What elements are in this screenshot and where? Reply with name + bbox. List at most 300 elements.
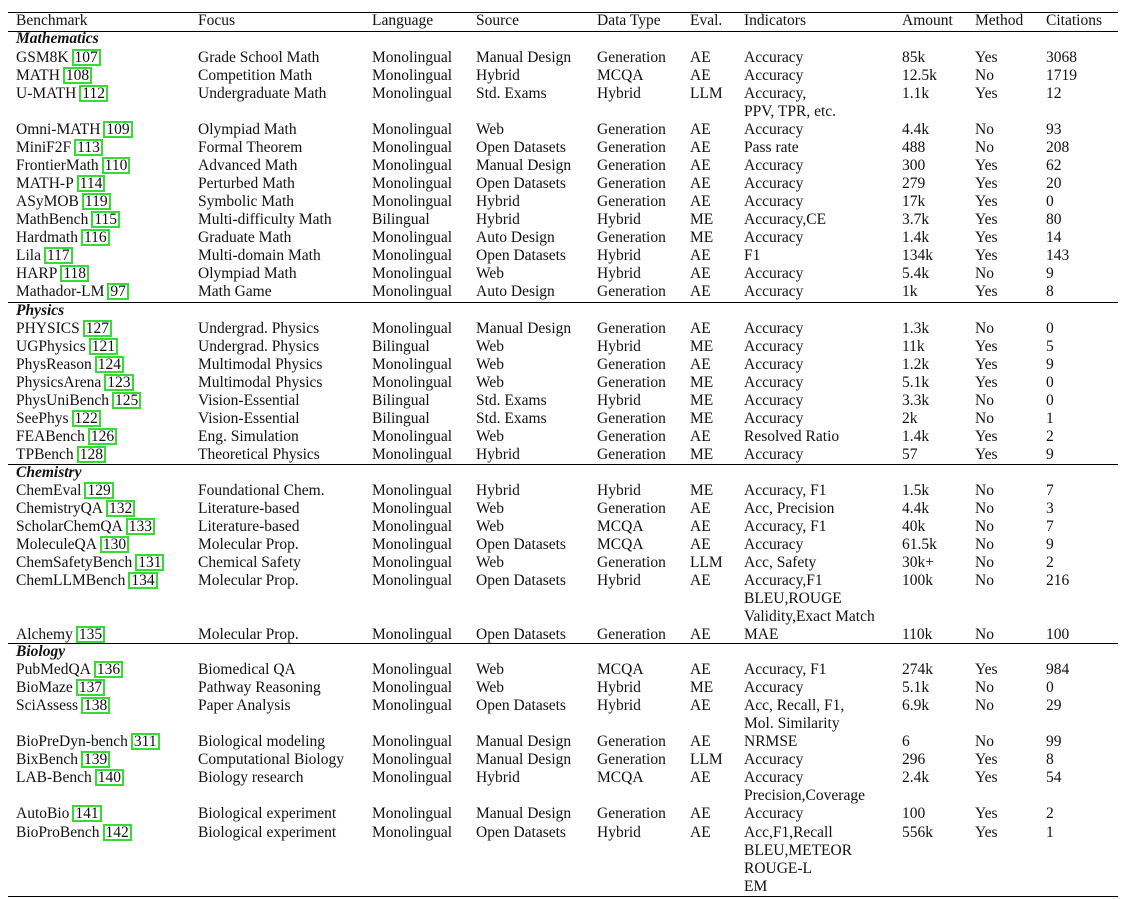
data-type-cell: Generation bbox=[597, 48, 666, 66]
data-type-cell: Generation bbox=[597, 446, 666, 464]
source-cell: Manual Design bbox=[476, 733, 572, 751]
focus-cell: Literature-based bbox=[198, 518, 300, 536]
focus-cell: Paper Analysis bbox=[198, 697, 291, 715]
source-cell: Web bbox=[476, 428, 505, 446]
citations-cell: 3 bbox=[1046, 500, 1054, 518]
data-type-cell: Hybrid bbox=[597, 265, 641, 283]
data-type-cell: Generation bbox=[597, 751, 666, 769]
focus-cell: Chemical Safety bbox=[198, 554, 301, 572]
source-cell: Std. Exams bbox=[476, 84, 547, 102]
focus-cell: Molecular Prop. bbox=[198, 536, 299, 554]
method-cell: No bbox=[975, 554, 994, 572]
benchmark-cell bbox=[16, 85, 108, 103]
method-cell: No bbox=[975, 536, 994, 554]
citations-cell: 143 bbox=[1046, 247, 1070, 265]
citations-cell: 54 bbox=[1046, 769, 1062, 787]
eval-cell: AE bbox=[690, 120, 711, 138]
focus-cell: Multi-domain Math bbox=[198, 247, 321, 265]
source-cell: Open Datasets bbox=[476, 626, 566, 644]
benchmark-name: Mathador-LM bbox=[16, 283, 105, 301]
benchmark-name: LAB-Bench bbox=[16, 769, 92, 787]
benchmark-cell bbox=[16, 751, 110, 769]
benchmark-name: ASyMOB bbox=[16, 192, 79, 210]
indicators-cell: Accuracy bbox=[744, 446, 804, 464]
benchmark-name: MATH bbox=[16, 66, 60, 84]
citations-cell: 93 bbox=[1046, 120, 1062, 138]
citation-ref-box: 124 bbox=[95, 356, 124, 373]
amount-cell: 85k bbox=[902, 48, 926, 66]
benchmark-cell bbox=[16, 769, 124, 787]
section-title-chemistry: Chemistry bbox=[16, 463, 82, 481]
section-title-biology: Biology bbox=[16, 642, 66, 660]
data-type-cell: Generation bbox=[597, 138, 666, 156]
indicators-cell: Acc, Recall, F1, bbox=[744, 697, 845, 715]
table-row bbox=[8, 751, 1118, 769]
data-type-cell: MCQA bbox=[597, 66, 644, 84]
citations-cell: 8 bbox=[1046, 751, 1054, 769]
amount-cell: 1.3k bbox=[902, 320, 930, 338]
data-type-cell: Hybrid bbox=[597, 211, 641, 228]
indicators-cell: Accuracy bbox=[744, 536, 804, 554]
amount-cell: 1.4k bbox=[902, 229, 930, 247]
language-cell: Monolingual bbox=[372, 356, 453, 374]
amount-cell: 1.5k bbox=[902, 482, 930, 500]
indicators-cell: Precision,Coverage bbox=[744, 787, 865, 805]
indicators-cell: Acc,F1,Recall bbox=[744, 823, 833, 841]
source-cell: Open Datasets bbox=[476, 174, 566, 192]
citation-ref-box: 122 bbox=[72, 410, 101, 427]
source-cell: Open Datasets bbox=[476, 572, 566, 590]
eval-cell: LLM bbox=[690, 84, 723, 102]
header-eval: Eval. bbox=[690, 12, 723, 29]
indicators-cell: Accuracy bbox=[744, 374, 804, 392]
benchmark-name: SeePhys bbox=[16, 410, 69, 428]
method-cell: Yes bbox=[975, 428, 998, 446]
method-cell: No bbox=[975, 500, 994, 518]
method-cell: Yes bbox=[975, 283, 998, 301]
method-cell: Yes bbox=[975, 823, 998, 841]
amount-cell: 1.1k bbox=[902, 84, 930, 102]
focus-cell: Biology research bbox=[198, 769, 304, 787]
citation-ref-box: 116 bbox=[81, 229, 110, 246]
focus-cell: Formal Theorem bbox=[198, 138, 303, 156]
indicators-cell: Accuracy, F1 bbox=[744, 661, 827, 679]
amount-cell: 17k bbox=[902, 192, 926, 210]
benchmark-name: FEABench bbox=[16, 428, 85, 446]
benchmark-cell bbox=[16, 338, 118, 356]
header-focus: Focus bbox=[198, 12, 236, 29]
language-cell: Bilingual bbox=[372, 410, 430, 428]
eval-cell: ME bbox=[690, 392, 714, 410]
benchmark-name: HARP bbox=[16, 265, 58, 283]
table-row bbox=[8, 139, 1118, 157]
source-cell: Open Datasets bbox=[476, 823, 566, 841]
language-cell: Monolingual bbox=[372, 805, 453, 823]
amount-cell: 296 bbox=[902, 751, 926, 769]
language-cell: Monolingual bbox=[372, 84, 453, 102]
data-type-cell: Generation bbox=[597, 156, 666, 174]
data-type-cell: Generation bbox=[597, 320, 666, 338]
method-cell: No bbox=[975, 679, 994, 697]
bottom-rule bbox=[8, 896, 1118, 897]
indicators-cell: BLEU,ROUGE bbox=[744, 590, 842, 608]
focus-cell: Multi-difficulty Math bbox=[198, 211, 332, 228]
benchmark-name: PHYSICS bbox=[16, 320, 80, 338]
citation-ref-box: 107 bbox=[72, 49, 101, 66]
eval-cell: AE bbox=[690, 536, 711, 554]
citations-cell: 99 bbox=[1046, 733, 1062, 751]
focus-cell: Literature-based bbox=[198, 500, 300, 518]
citation-ref-box: 139 bbox=[81, 751, 110, 768]
benchmark-name: BioPreDyn-bench bbox=[16, 733, 128, 751]
focus-cell: Foundational Chem. bbox=[198, 482, 325, 500]
table-row bbox=[8, 805, 1118, 823]
source-cell: Std. Exams bbox=[476, 392, 547, 410]
eval-cell: AE bbox=[690, 661, 711, 679]
indicators-cell: Validity,Exact Match bbox=[744, 608, 875, 626]
indicators-cell: Accuracy, bbox=[744, 84, 807, 102]
benchmark-cell bbox=[16, 824, 132, 842]
eval-cell: AE bbox=[690, 697, 711, 715]
benchmark-cell bbox=[16, 139, 103, 157]
benchmark-name: BixBench bbox=[16, 751, 78, 769]
citation-ref-box: 142 bbox=[103, 824, 132, 841]
benchmark-cell bbox=[16, 518, 155, 536]
citations-cell: 9 bbox=[1046, 536, 1054, 554]
source-cell: Open Datasets bbox=[476, 536, 566, 554]
citation-ref-box: 132 bbox=[106, 500, 135, 517]
benchmark-cell bbox=[16, 500, 135, 518]
table-row bbox=[8, 554, 1118, 572]
data-type-cell: Generation bbox=[597, 805, 666, 823]
data-type-cell: Hybrid bbox=[597, 392, 641, 410]
data-type-cell: Hybrid bbox=[597, 482, 641, 500]
indicators-cell: Accuracy bbox=[744, 338, 804, 356]
table-row bbox=[8, 392, 1118, 410]
section-rule bbox=[8, 302, 1118, 303]
amount-cell: 3.3k bbox=[902, 392, 930, 410]
amount-cell: 300 bbox=[902, 156, 926, 174]
indicators-cell: Accuracy bbox=[744, 410, 804, 428]
method-cell: Yes bbox=[975, 356, 998, 374]
benchmark-name: Lila bbox=[16, 247, 41, 265]
amount-cell: 6.9k bbox=[902, 697, 930, 715]
data-type-cell: Generation bbox=[597, 410, 666, 428]
citation-ref-box: 123 bbox=[104, 374, 133, 391]
focus-cell: Theoretical Physics bbox=[198, 446, 320, 464]
method-cell: No bbox=[975, 572, 994, 590]
amount-cell: 4.4k bbox=[902, 120, 930, 138]
method-cell: Yes bbox=[975, 751, 998, 769]
focus-cell: Multimodal Physics bbox=[198, 374, 323, 392]
source-cell: Open Datasets bbox=[476, 697, 566, 715]
eval-cell: AE bbox=[690, 769, 711, 787]
table-row bbox=[8, 157, 1118, 175]
language-cell: Monolingual bbox=[372, 192, 453, 210]
data-type-cell: Generation bbox=[597, 356, 666, 374]
source-cell: Hybrid bbox=[476, 482, 520, 500]
focus-cell: Perturbed Math bbox=[198, 174, 295, 192]
data-type-cell: Hybrid bbox=[597, 247, 641, 265]
citation-ref-box: 135 bbox=[76, 626, 105, 643]
method-cell: No bbox=[975, 138, 994, 156]
method-cell: No bbox=[975, 320, 994, 338]
indicators-cell: Resolved Ratio bbox=[744, 428, 840, 446]
citations-cell: 0 bbox=[1046, 374, 1054, 392]
citation-ref-box: 138 bbox=[81, 697, 110, 714]
benchmark-name: Alchemy bbox=[16, 626, 73, 644]
source-cell: Manual Design bbox=[476, 156, 572, 174]
method-cell: No bbox=[975, 392, 994, 410]
language-cell: Monolingual bbox=[372, 536, 453, 554]
amount-cell: 274k bbox=[902, 661, 933, 679]
section-rule bbox=[8, 643, 1118, 644]
method-cell: Yes bbox=[975, 661, 998, 679]
eval-cell: AE bbox=[690, 66, 711, 84]
focus-cell: Biological modeling bbox=[198, 733, 325, 751]
benchmark-cell bbox=[16, 157, 130, 175]
benchmark-cell bbox=[16, 554, 164, 572]
eval-cell: AE bbox=[690, 572, 711, 590]
language-cell: Bilingual bbox=[372, 211, 430, 228]
citations-cell: 0 bbox=[1046, 679, 1054, 697]
citations-cell: 208 bbox=[1046, 138, 1070, 156]
table-row bbox=[8, 572, 1118, 626]
source-cell: Hybrid bbox=[476, 211, 520, 228]
indicators-cell: F1 bbox=[744, 247, 761, 265]
benchmark-cell bbox=[16, 247, 73, 265]
language-cell: Bilingual bbox=[372, 392, 430, 410]
eval-cell: AE bbox=[690, 500, 711, 518]
data-type-cell: Generation bbox=[597, 120, 666, 138]
indicators-cell: Accuracy bbox=[744, 66, 804, 84]
citation-ref-box: 129 bbox=[84, 482, 113, 499]
benchmark-name: ChemSafetyBench bbox=[16, 554, 133, 572]
benchmark-cell bbox=[16, 697, 110, 715]
amount-cell: 1k bbox=[902, 283, 918, 301]
data-type-cell: MCQA bbox=[597, 536, 644, 554]
citation-ref-box: 113 bbox=[74, 139, 103, 156]
benchmark-cell bbox=[16, 67, 92, 85]
source-cell: Hybrid bbox=[476, 769, 520, 787]
amount-cell: 2.4k bbox=[902, 769, 930, 787]
language-cell: Monolingual bbox=[372, 374, 453, 392]
header-citations: Citations bbox=[1046, 12, 1102, 29]
header-row bbox=[8, 12, 1118, 30]
method-cell: No bbox=[975, 626, 994, 644]
header-data-type: Data Type bbox=[597, 12, 661, 29]
benchmark-name: SciAssess bbox=[16, 697, 79, 715]
language-cell: Bilingual bbox=[372, 338, 430, 356]
benchmark-name: MoleculeQA bbox=[16, 536, 97, 554]
benchmark-cell bbox=[16, 374, 134, 392]
benchmark-name: ScholarChemQA bbox=[16, 518, 123, 536]
language-cell: Monolingual bbox=[372, 156, 453, 174]
benchmark-cell bbox=[16, 572, 158, 590]
indicators-cell: Accuracy bbox=[744, 229, 804, 247]
indicators-cell: Mol. Similarity bbox=[744, 715, 840, 733]
eval-cell: ME bbox=[690, 229, 714, 247]
amount-cell: 279 bbox=[902, 174, 926, 192]
data-type-cell: Hybrid bbox=[597, 572, 641, 590]
source-cell: Web bbox=[476, 265, 505, 283]
indicators-cell: Accuracy, F1 bbox=[744, 482, 827, 500]
benchmark-cell bbox=[16, 410, 101, 428]
method-cell: Yes bbox=[975, 229, 998, 247]
table-row bbox=[8, 121, 1118, 139]
table-row bbox=[8, 410, 1118, 428]
method-cell: Yes bbox=[975, 174, 998, 192]
data-type-cell: MCQA bbox=[597, 661, 644, 679]
source-cell: Open Datasets bbox=[476, 138, 566, 156]
method-cell: Yes bbox=[975, 805, 998, 823]
table-row bbox=[8, 626, 1118, 644]
table-row bbox=[8, 84, 1118, 120]
method-cell: No bbox=[975, 66, 994, 84]
citation-ref-box: 117 bbox=[44, 247, 73, 264]
focus-cell: Pathway Reasoning bbox=[198, 679, 321, 697]
language-cell: Monolingual bbox=[372, 265, 453, 283]
language-cell: Monolingual bbox=[372, 320, 453, 338]
focus-cell: Computational Biology bbox=[198, 751, 344, 769]
source-cell: Hybrid bbox=[476, 192, 520, 210]
method-cell: No bbox=[975, 410, 994, 428]
citations-cell: 2 bbox=[1046, 428, 1054, 446]
table-row bbox=[8, 193, 1118, 211]
table-row bbox=[8, 500, 1118, 518]
data-type-cell: Generation bbox=[597, 374, 666, 392]
section-rule bbox=[8, 31, 1118, 32]
indicators-cell: Accuracy bbox=[744, 392, 804, 410]
amount-cell: 61.5k bbox=[902, 536, 937, 554]
method-cell: Yes bbox=[975, 211, 998, 228]
benchmark-name: GSM8K bbox=[16, 48, 69, 66]
benchmark-cell bbox=[16, 265, 89, 283]
citations-cell: 1 bbox=[1046, 823, 1054, 841]
eval-cell: AE bbox=[690, 265, 711, 283]
amount-cell: 488 bbox=[902, 138, 926, 156]
citation-ref-box: 128 bbox=[77, 446, 106, 463]
amount-cell: 2k bbox=[902, 410, 918, 428]
data-type-cell: Hybrid bbox=[597, 84, 641, 102]
section-title-mathematics: Mathematics bbox=[16, 30, 99, 47]
indicators-cell: Accuracy bbox=[744, 751, 804, 769]
benchmark-name: FrontierMath bbox=[16, 156, 99, 174]
citations-cell: 29 bbox=[1046, 697, 1062, 715]
citation-ref-box: 126 bbox=[88, 428, 117, 445]
section-rule bbox=[8, 464, 1118, 465]
indicators-cell: Accuracy,F1 bbox=[744, 572, 823, 590]
table-row bbox=[8, 536, 1118, 554]
amount-cell: 100 bbox=[902, 805, 926, 823]
source-cell: Web bbox=[476, 338, 505, 356]
benchmark-cell bbox=[16, 482, 114, 500]
amount-cell: 57 bbox=[902, 446, 918, 464]
indicators-cell: BLEU,METEOR bbox=[744, 841, 853, 859]
indicators-cell: Accuracy bbox=[744, 320, 804, 338]
benchmark-cell bbox=[16, 392, 141, 410]
language-cell: Monolingual bbox=[372, 428, 453, 446]
citations-cell: 8 bbox=[1046, 283, 1054, 301]
data-type-cell: Generation bbox=[597, 428, 666, 446]
citations-cell: 5 bbox=[1046, 338, 1054, 356]
citation-ref-box: 115 bbox=[91, 211, 120, 228]
data-type-cell: MCQA bbox=[597, 518, 644, 536]
indicators-cell: Accuracy, F1 bbox=[744, 518, 827, 536]
source-cell: Web bbox=[476, 120, 505, 138]
benchmark-cell bbox=[16, 211, 120, 229]
indicators-cell: Accuracy,CE bbox=[744, 211, 827, 228]
citations-cell: 216 bbox=[1046, 572, 1070, 590]
table-row bbox=[8, 446, 1118, 464]
benchmark-cell bbox=[16, 446, 106, 464]
source-cell: Web bbox=[476, 518, 505, 536]
benchmark-cell bbox=[16, 229, 110, 247]
focus-cell: Biomedical QA bbox=[198, 661, 296, 679]
table-row bbox=[8, 374, 1118, 392]
table-row bbox=[8, 769, 1118, 805]
amount-cell: 5.1k bbox=[902, 374, 930, 392]
indicators-cell: Accuracy bbox=[744, 48, 804, 66]
amount-cell: 110k bbox=[902, 626, 933, 644]
citations-cell: 1719 bbox=[1046, 66, 1077, 84]
data-type-cell: Generation bbox=[597, 192, 666, 210]
source-cell: Open Datasets bbox=[476, 247, 566, 265]
focus-cell: Symbolic Math bbox=[198, 192, 295, 210]
indicators-cell: Accuracy bbox=[744, 120, 804, 138]
data-type-cell: Hybrid bbox=[597, 679, 641, 697]
citations-cell: 984 bbox=[1046, 661, 1070, 679]
citations-cell: 9 bbox=[1046, 356, 1054, 374]
benchmark-cell bbox=[16, 175, 105, 193]
table-row bbox=[8, 482, 1118, 500]
benchmark-cell bbox=[16, 733, 160, 751]
benchmark-cell bbox=[16, 49, 101, 67]
focus-cell: Molecular Prop. bbox=[198, 626, 299, 644]
language-cell: Monolingual bbox=[372, 518, 453, 536]
amount-cell: 4.4k bbox=[902, 500, 930, 518]
citations-cell: 62 bbox=[1046, 156, 1062, 174]
citations-cell: 0 bbox=[1046, 192, 1054, 210]
amount-cell: 11k bbox=[902, 338, 925, 356]
benchmark-name: Hardmath bbox=[16, 229, 78, 247]
citation-ref-box: 133 bbox=[126, 518, 155, 535]
source-cell: Manual Design bbox=[476, 48, 572, 66]
eval-cell: AE bbox=[690, 48, 711, 66]
eval-cell: AE bbox=[690, 192, 711, 210]
method-cell: Yes bbox=[975, 84, 998, 102]
indicators-cell: Accuracy bbox=[744, 192, 804, 210]
language-cell: Monolingual bbox=[372, 120, 453, 138]
indicators-cell: Accuracy bbox=[744, 265, 804, 283]
benchmark-cell bbox=[16, 283, 129, 301]
benchmark-cell bbox=[16, 805, 102, 823]
data-type-cell: Generation bbox=[597, 500, 666, 518]
language-cell: Monolingual bbox=[372, 661, 453, 679]
focus-cell: Biological experiment bbox=[198, 823, 337, 841]
citation-ref-box: 110 bbox=[102, 157, 131, 174]
focus-cell: Vision-Essential bbox=[198, 410, 300, 428]
method-cell: Yes bbox=[975, 446, 998, 464]
citation-ref-box: 311 bbox=[131, 733, 160, 750]
citation-ref-box: 134 bbox=[128, 572, 157, 589]
method-cell: No bbox=[975, 518, 994, 536]
eval-cell: AE bbox=[690, 805, 711, 823]
citation-ref-box: 136 bbox=[94, 661, 123, 678]
citations-cell: 2 bbox=[1046, 805, 1054, 823]
method-cell: No bbox=[975, 482, 994, 500]
header-language: Language bbox=[372, 12, 434, 29]
